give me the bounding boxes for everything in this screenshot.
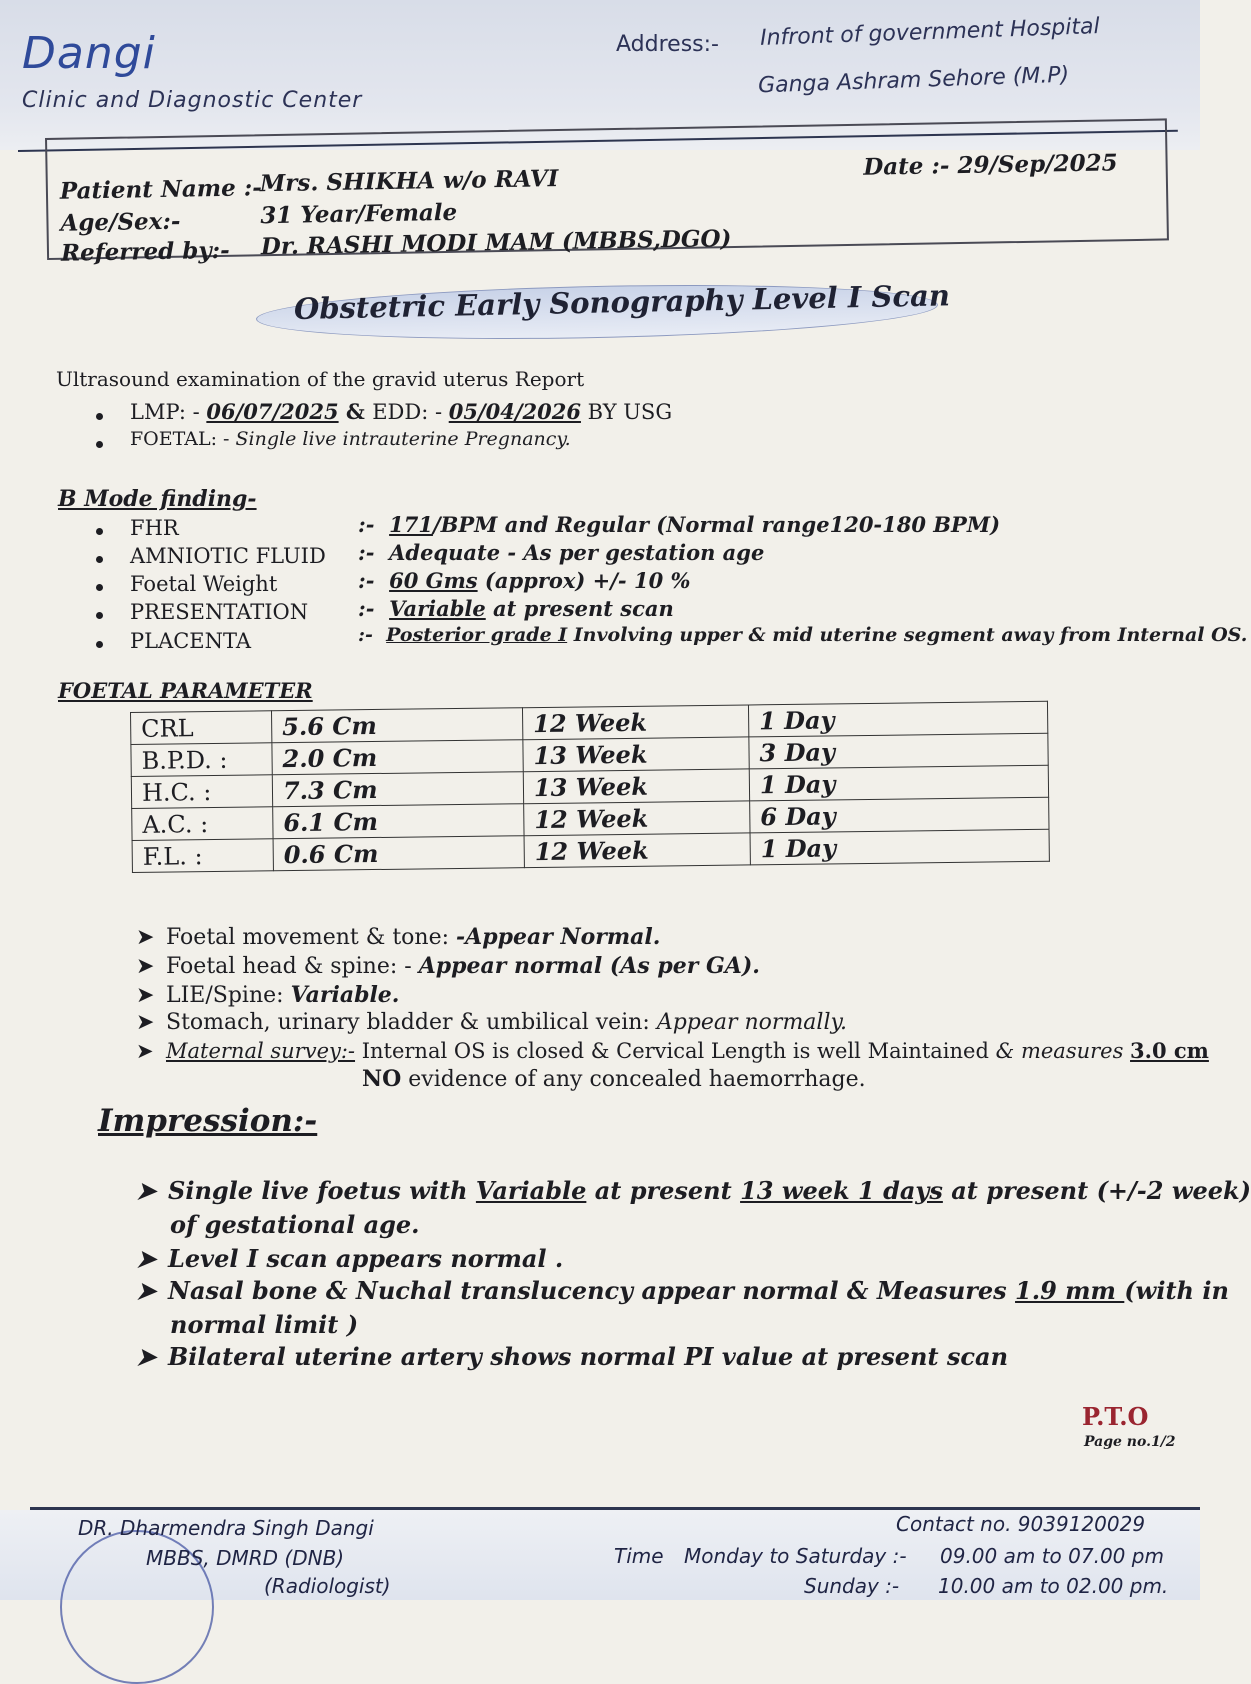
pto-label: P.T.O: [1082, 1402, 1149, 1431]
patient-name-label: Patient Name :-: [59, 174, 263, 205]
arrow-icon: ➤: [136, 1244, 157, 1273]
observation-haemorrhage: NO evidence of any concealed haemorrhage.: [362, 1066, 866, 1092]
arrow-icon: ➤: [136, 1276, 157, 1305]
day-cell: 1 Day: [750, 829, 1049, 865]
bmode-value: :- 60 Gms (approx) +/- 10 %: [358, 568, 691, 593]
foetal-value: Single live intrauterine Pregnancy.: [235, 428, 571, 450]
edd-suffix: BY USG: [580, 400, 673, 424]
address-line-1: Infront of government Hospital: [759, 14, 1101, 51]
impression-line-2: ➤ Level I scan appears normal .: [136, 1244, 564, 1273]
arrow-icon: ➤: [136, 1342, 157, 1371]
observation-head: ➤ Foetal head & spine: - Appear normal (As per GA).: [136, 953, 760, 979]
bmode-heading: B Mode finding-: [58, 486, 257, 512]
doctor-degrees: MBBS, DMRD (DNB): [146, 1546, 345, 1570]
report-date: Date :- 29/Sep/2025: [863, 149, 1118, 181]
day-cell: 1 Day: [748, 701, 1047, 737]
bullet-dot: [96, 441, 103, 448]
patient-name: Mrs. SHIKHA w/o RAVI: [259, 165, 559, 198]
param-cell: H.C. :: [131, 775, 272, 809]
bullet-dot: [96, 612, 103, 619]
lmp-value: 06/07/2025: [206, 399, 339, 424]
referred-by: Dr. RASHI MODI MAM (MBBS,DGO): [260, 225, 732, 261]
report-title: Obstetric Early Sonography Level I Scan: [293, 278, 951, 326]
observation-maternal: ➤ Maternal survey:- Internal OS is closed & Cervical Length is well Maintained & measures 3.0 cm: [136, 1038, 1209, 1063]
week-cell: 12 Week: [524, 801, 750, 836]
patient-info-box: [45, 118, 1169, 267]
arrow-icon: ➤: [136, 925, 155, 950]
age-sex-label: Age/Sex:-: [60, 207, 181, 237]
observation-stomach: ➤ Stomach, urinary bladder & umbilical vein: Appear normally.: [136, 1010, 847, 1035]
bmode-key: AMNIOTIC FLUID: [130, 544, 326, 568]
amp: &: [338, 399, 373, 424]
arrow-icon: ➤: [136, 954, 155, 979]
footer-divider: [30, 1507, 1200, 1510]
arrow-icon: ➤: [136, 1176, 157, 1205]
arrow-icon: ➤: [136, 1010, 155, 1035]
edd-value: 05/04/2026: [448, 399, 581, 424]
bmode-key: Foetal Weight: [130, 572, 278, 596]
impression-heading: Impression:-: [98, 1103, 318, 1139]
bmode-value: :- Variable at present scan: [358, 596, 674, 621]
foetal-parameter-heading: FOETAL PARAMETER: [58, 678, 313, 703]
contact-number: Contact no. 9039120029: [896, 1512, 1146, 1536]
bullet-dot: [96, 641, 103, 648]
doctor-name: DR. Dharmendra Singh Dangi: [78, 1516, 374, 1540]
param-cell: CRL: [131, 711, 272, 745]
param-cell: F.L. :: [132, 839, 273, 873]
bmode-value: :- Posterior grade I Involving upper & mid uterine segment away from Internal OS.: [358, 624, 1248, 646]
week-cell: 13 Week: [523, 737, 749, 772]
param-cell: A.C. :: [132, 807, 273, 841]
observation-lie: ➤ LIE/Spine: Variable.: [136, 982, 400, 1008]
foetal-parameter-table: [130, 701, 1050, 873]
doctor-role: (Radiologist): [264, 1574, 391, 1598]
days-sunday: Sunday :-: [804, 1574, 900, 1598]
clinic-name: Dangi: [22, 28, 156, 79]
impression-line-3: ➤ Nasal bone & Nuchal translucency appear normal & Measures 1.9 mm (with in: [136, 1276, 1229, 1305]
foetal-label: FOETAL: -: [130, 428, 236, 450]
lmp-edd-line: [130, 399, 672, 424]
bmode-key: FHR: [130, 516, 179, 540]
arrow-icon: ➤: [136, 1039, 154, 1063]
bmode-key: PRESENTATION: [130, 600, 309, 624]
week-cell: 12 Week: [524, 833, 750, 868]
bmode-value: :- 171/BPM and Regular (Normal range120-180 BPM): [358, 512, 1001, 537]
hours-sunday: 10.00 am to 02.00 pm.: [938, 1574, 1169, 1598]
value-cell: 2.0 Cm: [272, 740, 523, 775]
clinic-subtitle: Clinic and Diagnostic Center: [22, 88, 363, 113]
day-cell: 3 Day: [749, 733, 1048, 769]
impression-line-1-cont: of gestational age.: [170, 1210, 420, 1239]
bmode-key: PLACENTA: [130, 629, 252, 653]
lmp-label: LMP: -: [130, 400, 207, 424]
value-cell: 7.3 Cm: [272, 772, 523, 807]
bullet-dot: [96, 556, 103, 563]
page-number: Page no.1/2: [1084, 1434, 1176, 1450]
week-cell: 12 Week: [522, 705, 748, 740]
bullet-dot: [96, 528, 103, 535]
bmode-value: :- Adequate - As per gestation age: [358, 540, 765, 565]
observation-movement: ➤ Foetal movement & tone: -Appear Normal.: [136, 924, 661, 950]
impression-line-1: ➤ Single live foetus with Variable at present 13 week 1 days at present (+/-2 week): [136, 1176, 1251, 1205]
param-cell: B.P.D. :: [131, 743, 272, 777]
age-sex: 31 Year/Female: [260, 198, 458, 230]
day-cell: 1 Day: [749, 765, 1048, 801]
arrow-icon: ➤: [136, 983, 155, 1008]
address-line-2: Ganga Ashram Sehore (M.P): [757, 62, 1070, 99]
impression-line-4: ➤ Bilateral uterine artery shows normal PI value at present scan: [136, 1342, 1009, 1371]
value-cell: 6.1 Cm: [273, 804, 524, 839]
address-label: Address:-: [616, 32, 719, 57]
hours-weekday: 09.00 am to 07.00 pm: [940, 1544, 1164, 1568]
bullet-dot: [96, 413, 103, 420]
bullet-dot: [96, 584, 103, 591]
time-label: Time: [614, 1544, 664, 1568]
intro-text: Ultrasound examination of the gravid uterus Report: [56, 367, 585, 391]
value-cell: 5.6 Cm: [271, 708, 522, 743]
foetal-line: [130, 428, 571, 450]
week-cell: 13 Week: [523, 769, 749, 804]
impression-line-3-cont: normal limit ): [170, 1310, 359, 1339]
day-cell: 6 Day: [750, 797, 1049, 833]
referred-label: Referred by:-: [60, 236, 230, 267]
value-cell: 0.6 Cm: [273, 836, 524, 871]
days-weekday: Monday to Saturday :-: [684, 1544, 907, 1568]
edd-label: EDD: -: [372, 400, 449, 424]
